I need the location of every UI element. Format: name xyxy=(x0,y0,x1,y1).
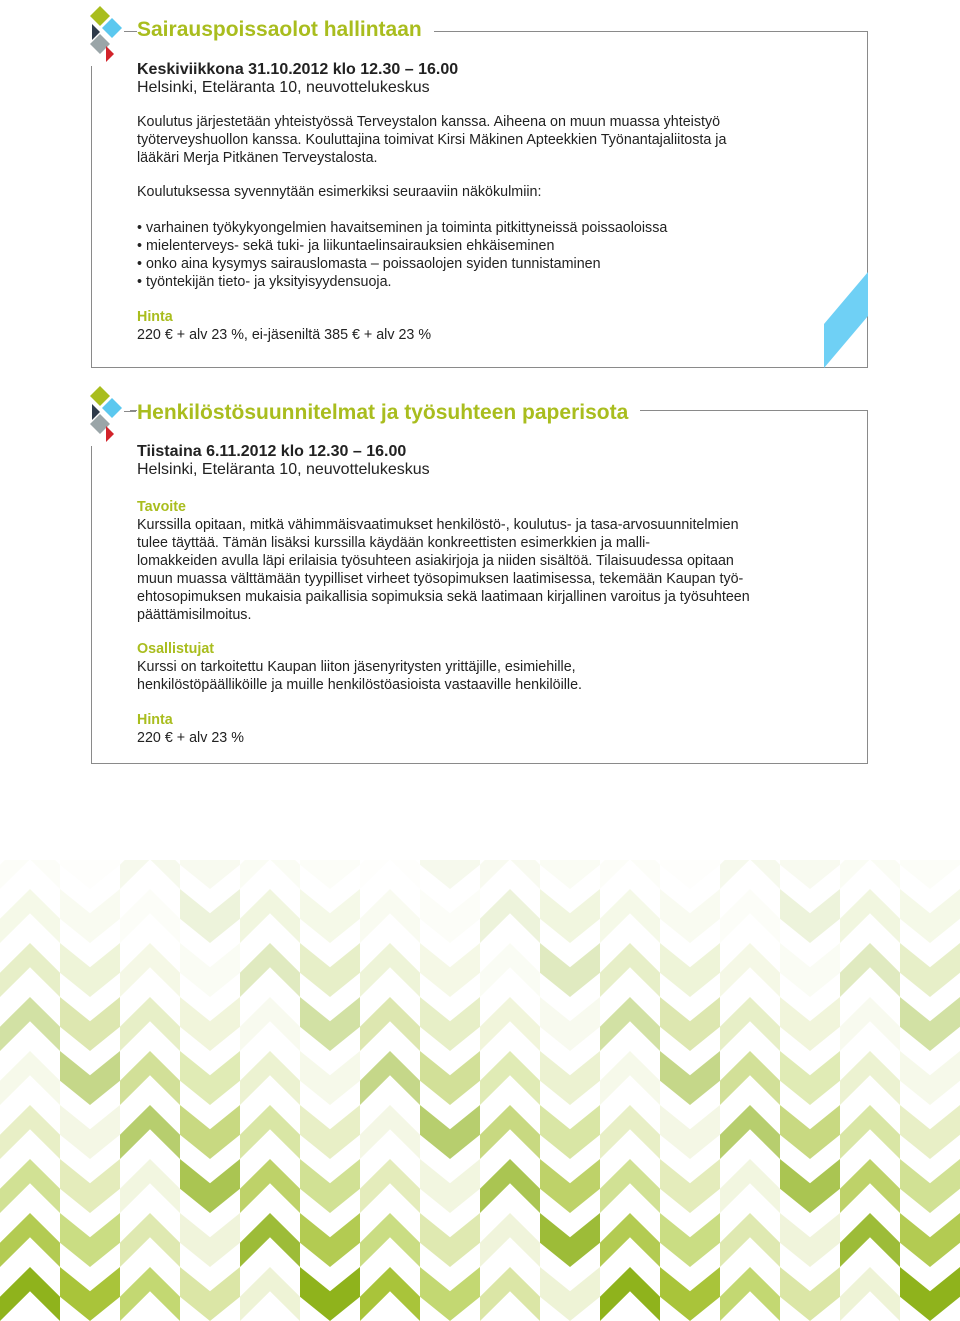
chevron-tile xyxy=(540,1159,600,1213)
chevron-tile xyxy=(120,1213,180,1267)
chevron-tile xyxy=(300,1213,360,1267)
focus-intro: Koulutuksessa syvennytään esimerkiksi seuraaviin näkökulmiin: xyxy=(137,184,542,200)
chevron-tile xyxy=(60,943,120,997)
price-value: 220 € + alv 23 % xyxy=(137,730,244,746)
course-location: Helsinki, Eteläranta 10, neuvottelukeskus xyxy=(137,79,430,96)
chevron-tile xyxy=(0,889,60,943)
chevron-tile xyxy=(300,860,360,889)
chevron-tile xyxy=(720,1105,780,1159)
chevron-tile xyxy=(180,1267,240,1321)
chevron-tile xyxy=(180,1159,240,1213)
course-title: Henkilöstösuunnitelmat ja työsuhteen paperisota xyxy=(137,400,640,426)
chevron-tile xyxy=(600,889,660,943)
price-heading: Hinta xyxy=(137,309,173,325)
goal-line: päättämisilmoitus. xyxy=(137,607,252,623)
chevron-tile xyxy=(120,1267,180,1321)
chevron-tile xyxy=(540,943,600,997)
goal-text xyxy=(137,516,837,624)
chevron-tile xyxy=(0,1213,60,1267)
chevron-tile xyxy=(540,860,600,889)
chevron-tile xyxy=(900,1051,960,1105)
chevron-tile xyxy=(0,1159,60,1213)
chevron-tile xyxy=(660,860,720,889)
chevron-tile xyxy=(600,943,660,997)
chevron-tile xyxy=(120,943,180,997)
chevron-tile xyxy=(60,997,120,1051)
chevron-tile xyxy=(360,1213,420,1267)
chevron-tile xyxy=(600,860,660,889)
course-title: Sairauspoissaolot hallintaan xyxy=(137,17,434,43)
chevron-tile xyxy=(60,1051,120,1105)
chevron-tile xyxy=(300,1267,360,1321)
chevron-tile xyxy=(420,1213,480,1267)
chevron-tile xyxy=(540,889,600,943)
list-item: • varhainen työkykyongelmien havaitseminen ja toiminta pitkittyneissä poissaoloissa xyxy=(137,219,837,237)
intro-line: lääkäri Merja Pitkänen Terveystalosta. xyxy=(137,150,378,166)
chevron-tile xyxy=(300,997,360,1051)
chevron-tile xyxy=(120,1159,180,1213)
chevron-tile xyxy=(0,1105,60,1159)
chevron-tile xyxy=(900,1267,960,1321)
chevron-tile xyxy=(300,943,360,997)
chevron-tile xyxy=(480,889,540,943)
chevron-tile xyxy=(900,997,960,1051)
chevron-tile xyxy=(240,1159,300,1213)
chevron-tile xyxy=(840,1051,900,1105)
chevron-tile xyxy=(180,860,240,889)
chevron-tile xyxy=(420,943,480,997)
participants-heading: Osallistujat xyxy=(137,641,215,657)
chevron-tile xyxy=(720,943,780,997)
chevron-tile xyxy=(660,1159,720,1213)
chevron-tile xyxy=(240,1267,300,1321)
chevron-tile xyxy=(480,943,540,997)
chevron-tile xyxy=(720,997,780,1051)
chevron-tile xyxy=(900,889,960,943)
chevron-tile xyxy=(420,889,480,943)
chevron-tile xyxy=(0,860,60,889)
goal-line: ehtosopimuksen mukaisia paikallisia sopimuksia sekä laatimaan kirjallinen varoitus ja työsuhteen xyxy=(137,589,750,605)
chevron-tile xyxy=(240,1213,300,1267)
chevron-tile xyxy=(300,889,360,943)
chevron-tile xyxy=(540,1051,600,1105)
chevron-tile xyxy=(780,860,840,889)
goal-line: muun muassa välttämään tyypilliset virheet työsopimuksen laatimisessa, tekemään Kaupan työ- xyxy=(137,571,744,587)
chevron-tile xyxy=(840,1159,900,1213)
chevron-tile xyxy=(780,1159,840,1213)
list-item: • työntekijän tieto- ja yksityisyydensuoja. xyxy=(137,273,837,291)
chevron-tile xyxy=(720,1213,780,1267)
chevron-tile xyxy=(780,1213,840,1267)
chevron-tile xyxy=(180,1051,240,1105)
title-rule xyxy=(124,411,136,412)
chevron-tile xyxy=(840,860,900,889)
focus-list xyxy=(137,219,837,291)
chevron-tile xyxy=(120,997,180,1051)
participants-text xyxy=(137,658,837,694)
chevron-tile xyxy=(900,943,960,997)
chevron-tile xyxy=(240,1051,300,1105)
chevron-tile xyxy=(360,943,420,997)
chevron-tile xyxy=(60,1159,120,1213)
chevron-tile xyxy=(360,889,420,943)
chevron-tile xyxy=(660,997,720,1051)
chevron-tile xyxy=(720,1267,780,1321)
chevron-tile xyxy=(300,1051,360,1105)
goal-heading: Tavoite xyxy=(137,499,186,515)
chevron-tile xyxy=(720,889,780,943)
chevron-tile xyxy=(60,1213,120,1267)
chevron-tile xyxy=(0,1267,60,1321)
chevron-tile xyxy=(840,943,900,997)
chevron-tile xyxy=(780,997,840,1051)
chevron-tile xyxy=(840,1105,900,1159)
chevron-tile xyxy=(240,997,300,1051)
goal-line: lomakkeiden avulla läpi erilaisia työsuhteen asiakirjoja ja niiden sisältöä. Tilaisuudessa opitaan xyxy=(137,553,734,569)
chevron-tile xyxy=(60,889,120,943)
chevron-tile xyxy=(840,889,900,943)
intro-line: työterveyshuollon kanssa. Kouluttajina toimivat Kirsi Mäkinen Apteekkien Työnantajaliitosta ja xyxy=(137,132,727,148)
chevron-tile xyxy=(0,943,60,997)
chevron-tile xyxy=(180,1105,240,1159)
chevron-tile xyxy=(420,997,480,1051)
chevron-tile xyxy=(720,1051,780,1105)
chevron-tile xyxy=(360,1105,420,1159)
chevron-tile xyxy=(180,943,240,997)
chevron-tile xyxy=(180,889,240,943)
chevron-tile xyxy=(780,1105,840,1159)
chevron-tile xyxy=(0,997,60,1051)
chevron-tile xyxy=(480,1105,540,1159)
chevron-tile xyxy=(900,1213,960,1267)
chevron-pattern-decoration xyxy=(0,860,960,1321)
chevron-tile xyxy=(360,860,420,889)
chevron-tile xyxy=(60,1105,120,1159)
chevron-tile xyxy=(660,1105,720,1159)
chevron-tile xyxy=(480,997,540,1051)
chevron-tile xyxy=(420,860,480,889)
course-location: Helsinki, Eteläranta 10, neuvottelukeskus xyxy=(137,461,430,478)
chevron-tile xyxy=(600,1213,660,1267)
chevron-tile xyxy=(360,997,420,1051)
list-item: • onko aina kysymys sairauslomasta – poissaolojen syiden tunnistaminen xyxy=(137,255,837,273)
chevron-tile xyxy=(420,1051,480,1105)
chevron-tile xyxy=(900,1105,960,1159)
chevron-tile xyxy=(480,1213,540,1267)
chevron-tile xyxy=(600,1051,660,1105)
chevron-tile xyxy=(840,1267,900,1321)
chevron-tile xyxy=(660,1267,720,1321)
chevron-tile xyxy=(60,1267,120,1321)
chevron-tile xyxy=(420,1267,480,1321)
chevron-tile xyxy=(480,1051,540,1105)
goal-line: tulee täyttää. Tämän lisäksi kurssilla käydään konkreettisten esimerkkien ja malli- xyxy=(137,535,651,551)
chevron-tile xyxy=(180,1213,240,1267)
chevron-tile xyxy=(540,997,600,1051)
chevron-tile xyxy=(360,1159,420,1213)
chevron-tile xyxy=(420,1159,480,1213)
goal-line: Kurssilla opitaan, mitkä vähimmäisvaatimukset henkilöstö-, koulutus- ja tasa-arvosuunnitelmien xyxy=(137,517,739,533)
chevron-tile xyxy=(480,860,540,889)
chevron-tile xyxy=(480,1267,540,1321)
participants-line: henkilöstöpäälliköille ja muille henkilöstöasioista vastaaville henkilöille. xyxy=(137,677,583,693)
chevron-tile xyxy=(840,997,900,1051)
course-intro xyxy=(137,113,837,167)
chevron-tile xyxy=(780,1267,840,1321)
chevron-tile xyxy=(120,860,180,889)
chevron-tile xyxy=(300,1105,360,1159)
chevron-tile xyxy=(780,943,840,997)
chevron-tile xyxy=(360,1051,420,1105)
title-rule xyxy=(124,31,136,32)
chevron-tile xyxy=(180,997,240,1051)
brand-logo-icon xyxy=(86,382,130,446)
chevron-tile xyxy=(600,1267,660,1321)
chevron-tile xyxy=(900,1159,960,1213)
chevron-tile xyxy=(0,1051,60,1105)
course-date: Tiistaina 6.11.2012 klo 12.30 – 16.00 xyxy=(137,443,407,460)
chevron-tile xyxy=(540,1105,600,1159)
chevron-tile xyxy=(120,1105,180,1159)
chevron-tile xyxy=(600,997,660,1051)
price-value: 220 € + alv 23 %, ei-jäseniltä 385 € + alv 23 % xyxy=(137,327,432,343)
chevron-tile xyxy=(540,1213,600,1267)
chevron-tile xyxy=(240,943,300,997)
intro-line: Koulutus järjestetään yhteistyössä Terveystalon kanssa. Aiheena on muun muassa yhteistyö xyxy=(137,114,721,130)
chevron-tile xyxy=(480,1159,540,1213)
chevron-tile xyxy=(660,1051,720,1105)
chevron-tile xyxy=(900,860,960,889)
chevron-tile xyxy=(120,889,180,943)
chevron-tile xyxy=(240,860,300,889)
chevron-tile xyxy=(720,860,780,889)
list-item: • mielenterveys- sekä tuki- ja liikuntaelinsairauksien ehkäiseminen xyxy=(137,237,837,255)
chevron-tile xyxy=(300,1159,360,1213)
chevron-tile xyxy=(780,889,840,943)
chevron-tile xyxy=(360,1267,420,1321)
course-date: Keskiviikkona 31.10.2012 klo 12.30 – 16.00 xyxy=(137,61,459,78)
price-heading: Hinta xyxy=(137,712,173,728)
brand-logo-icon xyxy=(86,2,130,66)
participants-line: Kurssi on tarkoitettu Kaupan liiton jäsenyritysten yrittäjille, esimiehille, xyxy=(137,659,576,675)
chevron-tile xyxy=(240,1105,300,1159)
chevron-tile xyxy=(660,889,720,943)
chevron-tile xyxy=(60,860,120,889)
chevron-tile xyxy=(540,1267,600,1321)
chevron-tile xyxy=(780,1051,840,1105)
chevron-tile xyxy=(600,1105,660,1159)
chevron-tile xyxy=(840,1213,900,1267)
chevron-tile xyxy=(240,889,300,943)
chevron-tile xyxy=(120,1051,180,1105)
chevron-tile xyxy=(660,943,720,997)
chevron-tile xyxy=(600,1159,660,1213)
chevron-tile xyxy=(720,1159,780,1213)
chevron-tile xyxy=(420,1105,480,1159)
chevron-tile xyxy=(660,1213,720,1267)
